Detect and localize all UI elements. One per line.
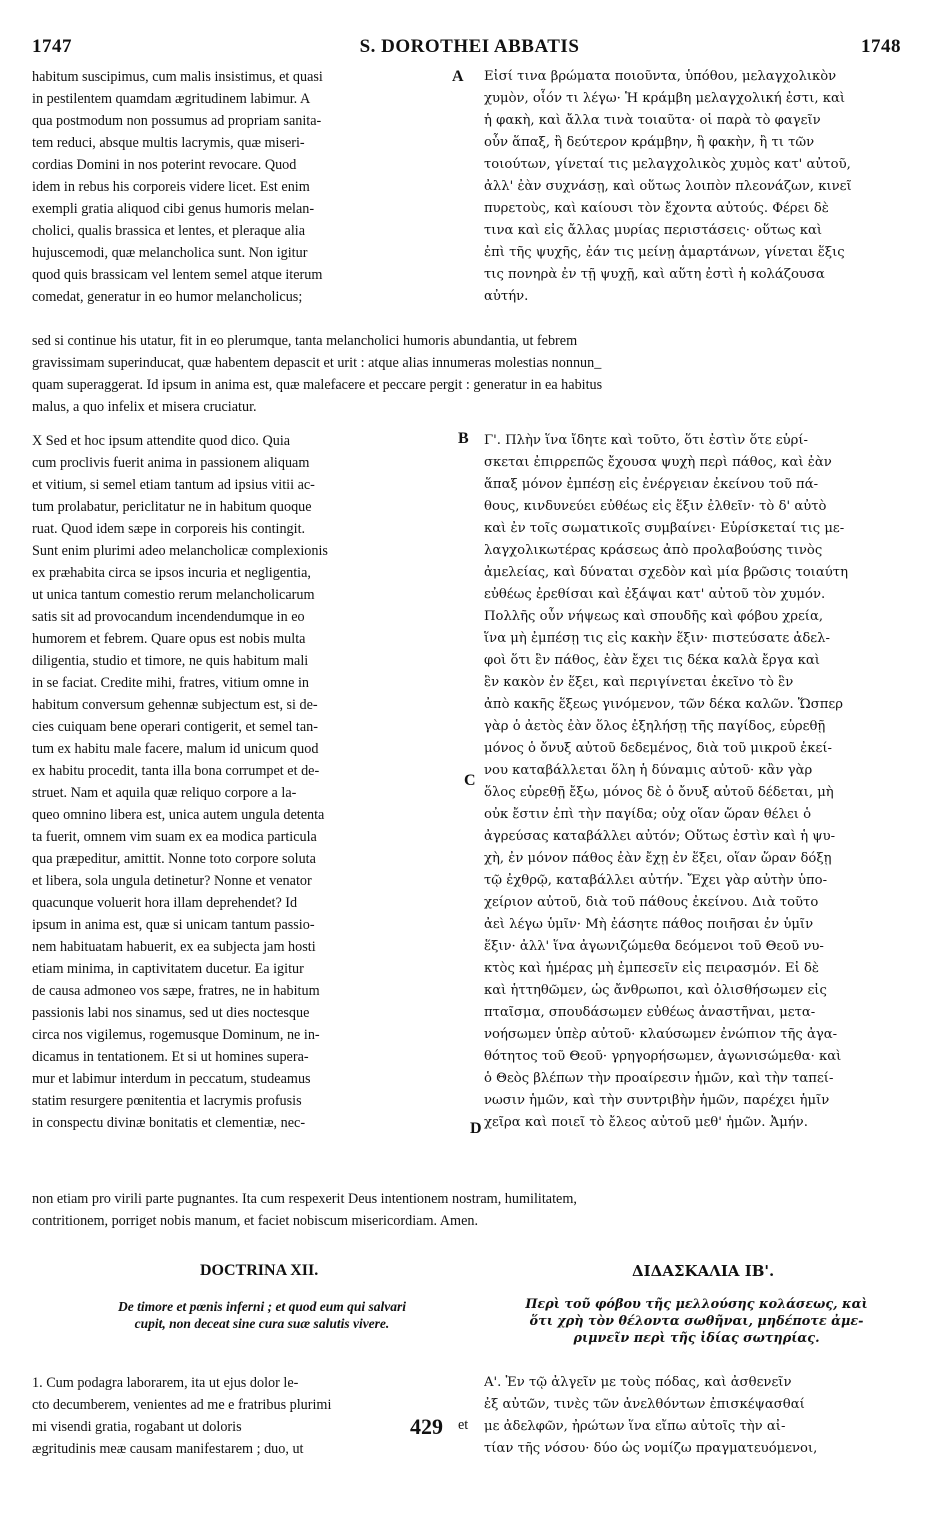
text-line: struet. Nam et aquila quæ reliquo corpore a la- xyxy=(32,785,297,801)
text-line: cum proclivis fuerit anima in passionem aliquam xyxy=(32,455,310,471)
text-line: λαγχολικωτέρας κράσεως ἀπὸ προλαβούσης τινὸς xyxy=(484,543,823,558)
text-line: ex habitu procedit, tanta illa bona corrumpet et de- xyxy=(32,763,320,779)
text-line: passionis labi nos sinamus, sed ut dies noctesque xyxy=(32,1005,310,1021)
text-line: cholici, qualis brassica et lentes, et pleraque alia xyxy=(32,223,305,239)
text-line: ἀμελείας, καὶ δύναται σχεδὸν καὶ μία βρῶσις τοιαύτη xyxy=(484,565,848,580)
text-line: de causa admoneo vos sæpe, fratres, ne in habitum xyxy=(32,983,320,999)
text-line: Εἰσί τινα βρώματα ποιοῦντα, ὑπόθου, μελαγχολικὸν xyxy=(484,69,837,84)
text-line: cies cuiquam bene operari contigerit, et semel tan- xyxy=(32,719,318,735)
latin-line-tail: et xyxy=(458,1417,469,1433)
text-line: malus, a quo infelix et misera cruciatur. xyxy=(32,399,257,415)
text-line: τοιούτων, γίνεταί τις μελαγχολικὸς χυμὸς κατ' αὐτοῦ, xyxy=(484,157,851,172)
text-line: Πολλῆς οὖν νήψεως καὶ σπουδῆς καὶ φόβου χρεία, xyxy=(484,609,824,624)
text-line: χείριον αὐτοῦ, διὰ τοῦ πάθους ἐκείνου. Διὰ τοῦτο xyxy=(484,895,819,910)
greek-section-subtitle xyxy=(494,1296,899,1347)
page-stamp-number: 429 xyxy=(410,1414,443,1439)
text-line: ipsum in anima est, quæ si unicam tantum passio- xyxy=(32,917,315,933)
text-line: πταῖσμα, σπουδάσωμεν εὐθέως ἀναστῆναι, μετα- xyxy=(484,1005,816,1020)
text-line: με ἀδελφῶν, ἠρώτων ἵνα εἴπω αὐτοῖς τὴν αἰ- xyxy=(484,1419,786,1434)
text-line: mur et labimur interdum in peccatum, studeamus xyxy=(32,1071,311,1087)
text-line: etiam minima, in captivitatem ducetur. Ea igitur xyxy=(32,961,304,977)
text-line: gravissimam superinducat, quæ habentem depascit et urit : atque alias innumeras molestias nonnun_ xyxy=(32,355,602,371)
text-line: εὐθέως ἐρεθίσαι καὶ ἐξάψαι κατ' αὐτοῦ τὸν χυμόν. xyxy=(484,587,826,602)
text-line: ut unica tantum comestio rerum melancholicarum xyxy=(32,587,315,603)
margin-letter-a: A xyxy=(452,68,464,85)
column-number-left: 1747 xyxy=(32,36,72,57)
text-line: οὐκ ἔστιν ἐπὶ τὴν παγίδα; οὐχ οἵαν ὥραν θέλει ὁ xyxy=(484,807,812,822)
text-line: κτὸς καὶ ἡμέρας μὴ ἐμπεσεῖν εἰς πειρασμόν. Εἰ δὲ xyxy=(484,961,819,976)
text-line: φοὶ ὅτι ἓν πάθος, ἐὰν ἔχει τις δέκα καλὰ ἔργα καὶ xyxy=(484,653,820,668)
text-line: ἐπὶ τῆς ψυχῆς, ἐάν τις μείνῃ ἁμαρτάνων, γίνεται ἕξις xyxy=(484,245,845,260)
running-title: S. DOROTHEI ABBATIS xyxy=(359,36,580,57)
text-line: ἕξιν· ἀλλ' ἵνα ἀγωνιζώμεθα δεόμενοι τοῦ Θεοῦ νυ- xyxy=(484,939,824,954)
text-line: θους, κινδυνεύει εὐθέως εἰς ἕξιν ἐλθεῖν· τὸ δ' αὐτὸ xyxy=(484,499,827,514)
column-number-right: 1748 xyxy=(861,36,901,57)
text-line: habitum suscipimus, cum malis insistimus, et quasi xyxy=(32,69,323,85)
text-line: Περὶ τοῦ φόβου τῆς μελλούσης κολάσεως, καὶ xyxy=(525,1297,868,1312)
text-line: ἀγρεύσας καταβάλλει αὐτόν; Οὕτως ἐστὶν καὶ ἡ ψυ- xyxy=(484,829,836,844)
text-line: νωσιν ἡμῶν, καὶ τὴν συντριβὴν ἡμῶν, παρέχει ἡμῖν xyxy=(484,1093,830,1108)
latin-column-block-2 xyxy=(32,430,458,1134)
text-line: τις πονηρὰ ἐν τῇ ψυχῇ, καὶ αὕτη ἐστὶ ἡ κολάζουσα xyxy=(484,267,825,282)
text-line: non etiam pro virili parte pugnantes. Ita cum respexerit Deus intentionem nostram, humilitatem, xyxy=(32,1191,577,1207)
text-line: dicamus in tentationem. Et si ut homines supera- xyxy=(32,1049,309,1065)
text-line: 1. Cum podagra laborarem, ita ut ejus dolor le- xyxy=(32,1375,299,1391)
text-line: tem reduci, absque multis lacrymis, quæ miseri- xyxy=(32,135,305,151)
latin-section-subtitle xyxy=(62,1298,462,1332)
text-line: cupit, non deceat sine cura suæ salutis vivere. xyxy=(134,1316,390,1331)
text-line: ἡ φακὴ, καὶ ἄλλα τινὰ τοιαῦτα· οἱ παρὰ τὸ φαγεῖν xyxy=(484,113,821,128)
margin-letter-d: D xyxy=(470,1120,482,1137)
text-line: ægritudinis meæ causam manifestarem ; duo, ut xyxy=(32,1441,304,1457)
text-line: queo omnino libera est, unica autem ungula detenta xyxy=(32,807,325,823)
text-line: αὐτήν. xyxy=(484,289,529,304)
text-line: ruat. Quod idem sæpe in corporeis his contingit. xyxy=(32,521,306,537)
text-line: in se faciat. Credite mihi, fratres, vitium omne in xyxy=(32,675,309,691)
full-width-block-2 xyxy=(32,1188,904,1232)
text-line: quacunque voluerit hora illam deprehendet? Id xyxy=(32,895,298,911)
text-line: οὖν ἅπαξ, ἢ δεύτερον κράμβην, ἢ φακὴν, ἢ τι τῶν xyxy=(484,135,815,150)
text-line: Γ'. Πλὴν ἵνα ἴδητε καὶ τοῦτο, ὅτι ἐστὶν ὅτε εὑρί- xyxy=(484,433,808,448)
running-header xyxy=(32,36,907,66)
text-line: et vitium, si semel etiam tantum ad ipsius vitii ac- xyxy=(32,477,315,493)
text-line: circa nos vigilemus, rogemusque Dominum, ne in- xyxy=(32,1027,320,1043)
text-line: statim resurgere pœnitentia et lacrymis profusis xyxy=(32,1093,302,1109)
greek-column-block-1 xyxy=(484,66,904,308)
text-line: ἓν κακὸν ἐν ἕξει, καὶ περιγίνεται ἐκεῖνο τὸ ἓν xyxy=(484,675,794,690)
latin-doctrina-text xyxy=(32,1372,432,1460)
text-line: ἀλλ' ἐὰν συχνάσῃ, καὶ οὕτως λοιπὸν πλεονάζων, κινεῖ xyxy=(484,179,852,194)
full-width-block-1 xyxy=(32,330,904,418)
text-line: χεῖρα καὶ ποιεῖ τὸ ἔλεος αὐτοῦ μεθ' ἡμῶν. Ἀμήν. xyxy=(484,1115,808,1130)
text-line: νου καταβάλλεται ὅλη ἡ δύναμις αὐτοῦ· κἂν γὰρ xyxy=(484,763,813,778)
text-line: et libera, sola ungula detinetur? Nonne et venator xyxy=(32,873,312,889)
text-line: qua præpeditur, amittit. Nonne toto corpore soluta xyxy=(32,851,316,867)
text-line: ἵνα μὴ ἐμπέσῃ τις εἰς κακὴν ἕξιν· πιστεύσατε ἀδελ- xyxy=(484,631,830,646)
greek-section-title: ΔΙΔΑΣΚΑΛΙΑ ΙΒ'. xyxy=(632,1262,775,1280)
greek-doctrina-text xyxy=(484,1372,904,1460)
text-line: Α'. Ἐν τῷ ἀλγεῖν με τοὺς πόδας, καὶ ἀσθενεῖν xyxy=(484,1375,792,1390)
text-line: cordias Domini in nos poterint revocare. Quod xyxy=(32,157,297,173)
greek-column-block-2 xyxy=(484,430,904,1134)
text-line: satis sit ad provocandum incendendumque in eo xyxy=(32,609,305,625)
latin-column-block-1 xyxy=(32,66,458,308)
text-line: humorem et febrem. Quare opus est nobis multa xyxy=(32,631,306,647)
text-line: idem in rebus his corporeis videre licet. Est enim xyxy=(32,179,310,195)
text-line: De timore et pœnis inferni ; et quod eum qui salvari xyxy=(117,1299,406,1314)
text-line: ὅτι χρὴ τὸν θέλοντα σωθῆναι, μηδέποτε ἀμε- xyxy=(529,1314,864,1329)
text-line: ex præhabita circa se ipsos incuria et negligentia, xyxy=(32,565,311,581)
text-line: χυμὸν, οἷόν τι λέγω· Ἡ κράμβη μελαγχολική ἐστι, καὶ xyxy=(484,91,846,106)
text-line: ριμνεῖν περὶ τῆς ἰδίας σωτηρίας. xyxy=(573,1331,820,1346)
text-line: ἀεὶ λέγω ὑμῖν· Μὴ ἐάσητε πάθος ποιῆσαι ἐν ὑμῖν xyxy=(484,917,814,932)
text-line: νοήσωμεν ὑπὲρ αὐτοῦ· κλαύσωμεν ἐνώπιον τῆς ἀγα- xyxy=(484,1027,838,1042)
text-line: contritionem, porriget nobis manum, et faciet nobiscum misericordiam. Amen. xyxy=(32,1213,479,1229)
margin-letter-b: B xyxy=(458,430,469,447)
text-line: χὴ, ἐν μόνον πάθος ἐὰν ἔχῃ ἐν ἕξει, οἵαν ὥραν δόξῃ xyxy=(484,851,832,866)
text-line: mi visendi gratia, rogabant ut doloris xyxy=(32,1419,242,1435)
text-line: καὶ ἡττηθῶμεν, ὡς ἄνθρωποι, καὶ ὀλισθήσωμεν εἰς xyxy=(484,983,827,998)
text-line: πυρετοὺς, καὶ καίουσι τὸν ἔχοντα αὐτούς. Φέρει δὲ xyxy=(484,201,829,216)
text-line: μόνος ὁ ὄνυξ αὐτοῦ δεδεμένος, διὰ τοῦ μικροῦ ἐκεί- xyxy=(484,741,832,756)
text-line: diligentia, studio et timore, ne quis habitum mali xyxy=(32,653,309,669)
text-line: in conspectu divinæ bonitatis et clementiæ, nec- xyxy=(32,1115,306,1131)
text-line: τινα καὶ εἰς ἄλλας μυρίας περιστάσεις· οὕτως καὶ xyxy=(484,223,823,238)
text-line: exempli gratia aliquod cibi genus humoris melan- xyxy=(32,201,315,217)
text-line: ἀπὸ κακῆς ἕξεως γινόμενον, τῶν δέκα καλῶν. Ὥσπερ xyxy=(484,697,843,712)
text-line: habitum conversum gehennæ subjectum est, si de- xyxy=(32,697,318,713)
text-line: τῷ ἐχθρῷ, καταβάλλει αὐτήν. Ἔχει γὰρ αὐτὴν ὑπο- xyxy=(484,873,828,888)
text-line: quam superaggerat. Id ipsum in anima est, quæ malefacere et peccare pergit : generatur in ea habitus xyxy=(32,377,603,393)
text-line: cto decumberem, venientes ad me e fratribus plurimi xyxy=(32,1397,332,1413)
text-line: Sunt enim plurimi adeo melancholicæ complexionis xyxy=(32,543,328,559)
text-line: καὶ ἐν τοῖς σωματικοῖς συμβαίνει· Εὑρίσκεταί τις με- xyxy=(484,521,845,536)
latin-section-title: DOCTRINA XII. xyxy=(200,1262,319,1279)
text-line: hujuscemodi, quæ melancholica sunt. Non igitur xyxy=(32,245,308,261)
text-line: ἅπαξ μόνον ἐμπέσῃ εἰς ἐνέργειαν ἐκείνου τοῦ πά- xyxy=(484,477,819,492)
text-line: tum ex habitu male facere, malum id unicum quod xyxy=(32,741,319,757)
text-line: comedat, generatur in eo humor melancholicus; xyxy=(32,289,303,305)
text-line: γὰρ ὁ ἀετὸς ἐὰν ὅλος ἐξηλήσῃ τῆς παγίδος, εὑρεθῇ xyxy=(484,719,826,734)
text-line: ta fuerit, omnem vim suam ex ea modica particula xyxy=(32,829,317,845)
text-line: quod quis brassicam vel lentem semel atque iterum xyxy=(32,267,323,283)
text-line: sed si continue his utatur, fit in eo plerumque, tanta melancholici humoris abundantia, ut febrem xyxy=(32,333,578,349)
text-line: τίαν τῆς νόσου· δύο ὡς νομίζω πραγματευόμενοι, xyxy=(484,1441,818,1456)
text-line: ὁ Θεὸς βλέπων τὴν προαίρεσιν ἡμῶν, καὶ τὴν ταπεί- xyxy=(484,1071,834,1086)
text-line: θότητος τοῦ Θεοῦ· γρηγορήσωμεν, ἀγωνισώμεθα· καὶ xyxy=(484,1049,842,1064)
text-line: in pestilentem quamdam ægritudinem labimur. A xyxy=(32,91,311,107)
text-line: X Sed et hoc ipsum attendite quod dico. Quia xyxy=(32,433,291,449)
margin-letter-c: C xyxy=(464,772,476,789)
text-line: ἐξ αὐτῶν, τινὲς τῶν ἀνελθόντων ἐπισκέψασθαί xyxy=(484,1397,805,1412)
text-line: tum prolabatur, periclitatur ne in habitum quoque xyxy=(32,499,312,515)
text-line: qua postmodum non possumus ad propriam sanita- xyxy=(32,113,322,129)
text-line: σκεται ἐπιρρεπῶς ἔχουσα ψυχὴ περὶ πάθος, καὶ ἐὰν xyxy=(484,455,832,470)
text-line: ὅλος εὑρεθῇ ἔξω, μόνος δὲ ὁ ὄνυξ αὐτοῦ δέδεται, μὴ xyxy=(484,785,834,800)
text-line: nem habituatam habuerit, ex ea subjecta jam hosti xyxy=(32,939,316,955)
